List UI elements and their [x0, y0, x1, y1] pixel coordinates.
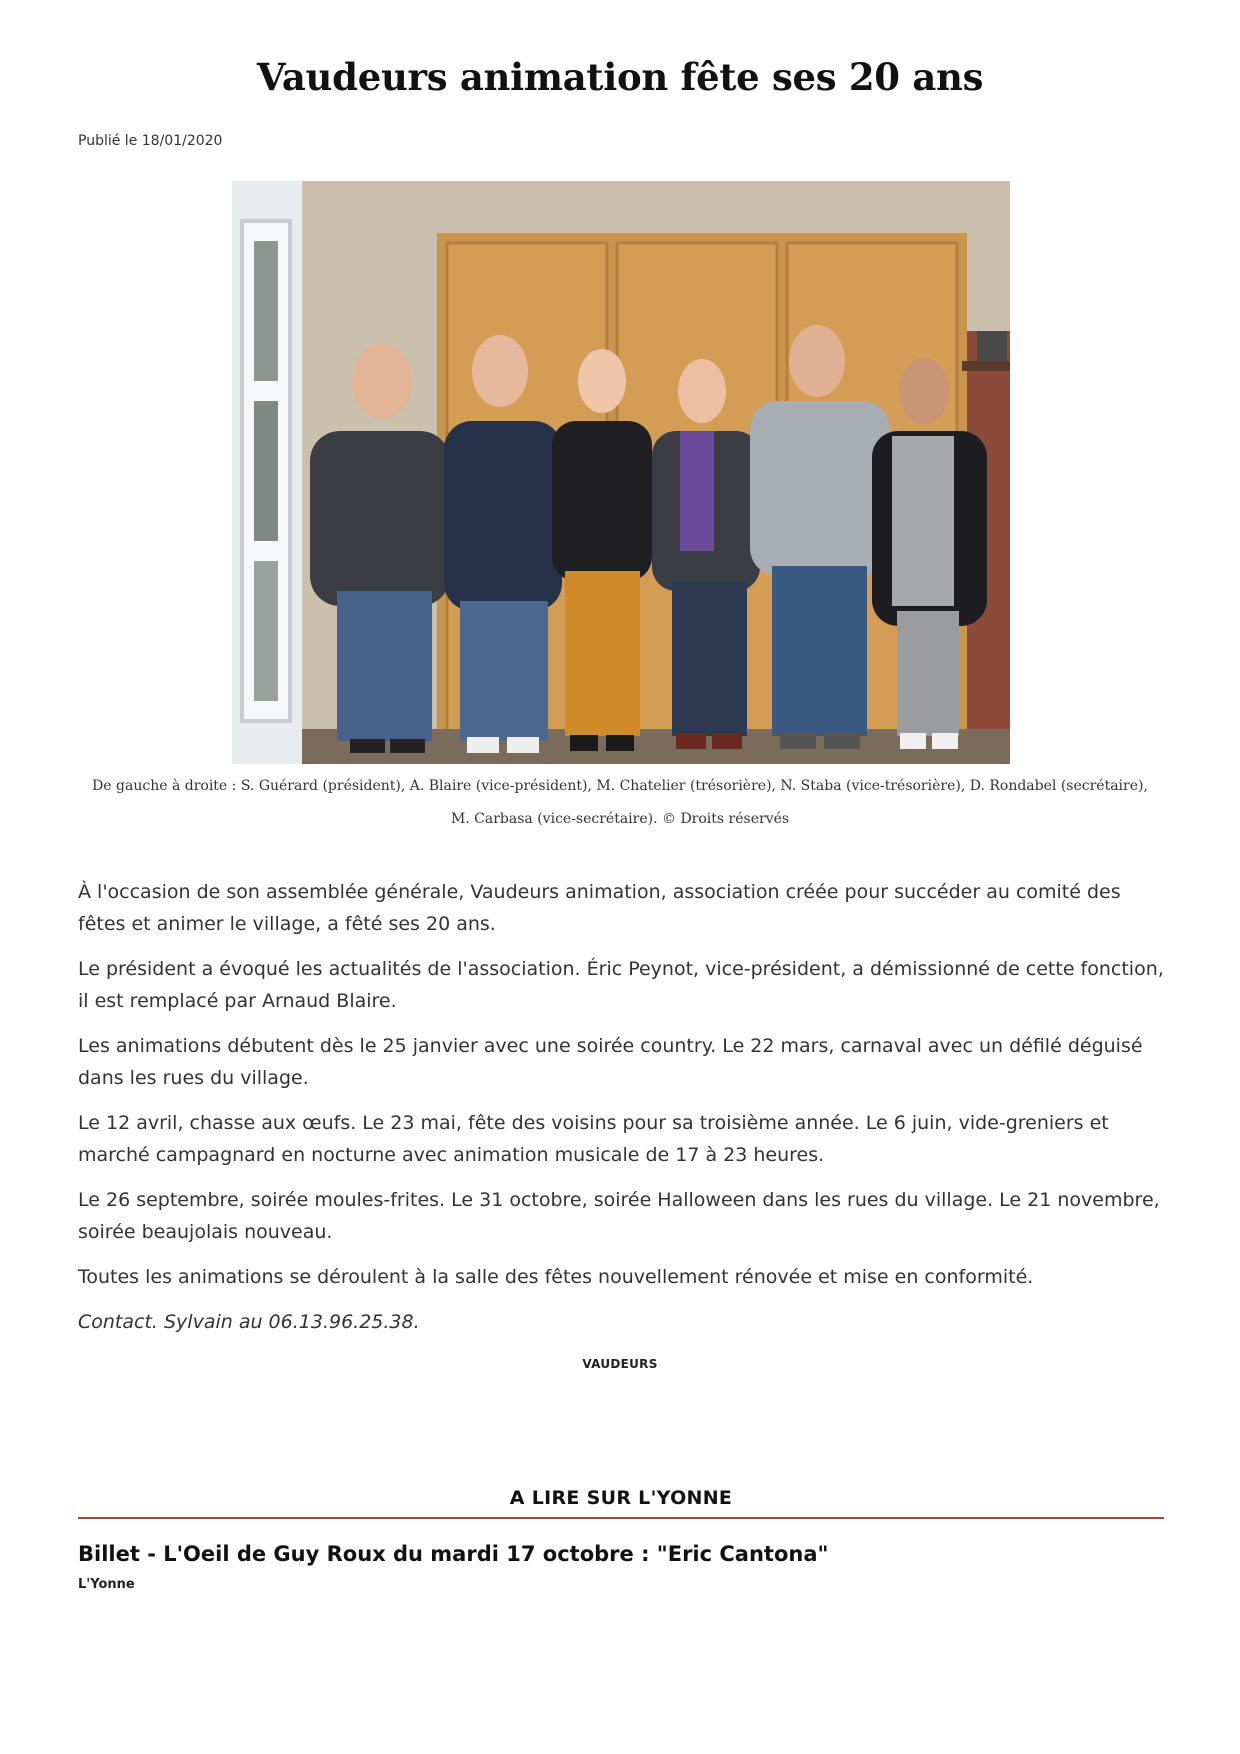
article-paragraph: Le 12 avril, chasse aux œufs. Le 23 mai, fête des voisins pour sa troisième année. Le 6 juin, vide-greniers et marché campagnard en nocturne avec animation musicale de 17 à 23 heures. — [78, 1112, 1109, 1166]
related-section-heading: A LIRE SUR L'YONNE — [509, 1487, 733, 1509]
article-paragraph: Toutes les animations se déroulent à la salle des fêtes nouvellement rénovée et mise en conformité. — [78, 1266, 1034, 1288]
photo-caption-line: M. Carbasa (vice-secrétaire). © Droits réservés — [450, 811, 790, 827]
article-title: Vaudeurs animation fête ses 20 ans — [256, 55, 984, 99]
article-photo — [232, 181, 1010, 764]
article-paragraph: À l'occasion de son assemblée générale, Vaudeurs animation, association créée pour succéder au comité des fêtes et animer le village, a fêté ses 20 ans. — [78, 881, 1121, 935]
photo-caption — [70, 770, 1170, 836]
location-tag[interactable]: VAUDEURS — [582, 1357, 658, 1371]
related-article-source: L'Yonne — [78, 1577, 135, 1592]
article-paragraph: Les animations débutent dès le 25 janvier avec une soirée country. Le 22 mars, carnaval avec un défilé déguisé dans les rues du village. — [78, 1035, 1143, 1089]
related-section-divider — [78, 1517, 1164, 1519]
article-paragraph: Le président a évoqué les actualités de l'association. Éric Peynot, vice-président, a démissionné de cette fonction, il est remplacé par Arnaud Blaire. — [78, 958, 1164, 1012]
related-article-link[interactable]: Billet - L'Oeil de Guy Roux du mardi 17 octobre : "Eric Cantona" — [78, 1542, 829, 1566]
article-paragraph: Le 26 septembre, soirée moules-frites. Le 31 octobre, soirée Halloween dans les rues du village. Le 21 novembre, soirée beaujolais nouveau. — [78, 1189, 1160, 1243]
group-photo-icon — [232, 181, 1010, 764]
photo-caption-line: De gauche à droite : S. Guérard (président), A. Blaire (vice-président), M. Chatelier (trésorière), N. Staba (vice-trésorière), D. Rondabel (secrétaire), — [92, 778, 1148, 794]
contact-line: Contact. Sylvain au 06.13.96.25.38. — [78, 1311, 420, 1333]
article-body — [78, 876, 1168, 1351]
publication-date: Publié le 18/01/2020 — [78, 133, 223, 149]
